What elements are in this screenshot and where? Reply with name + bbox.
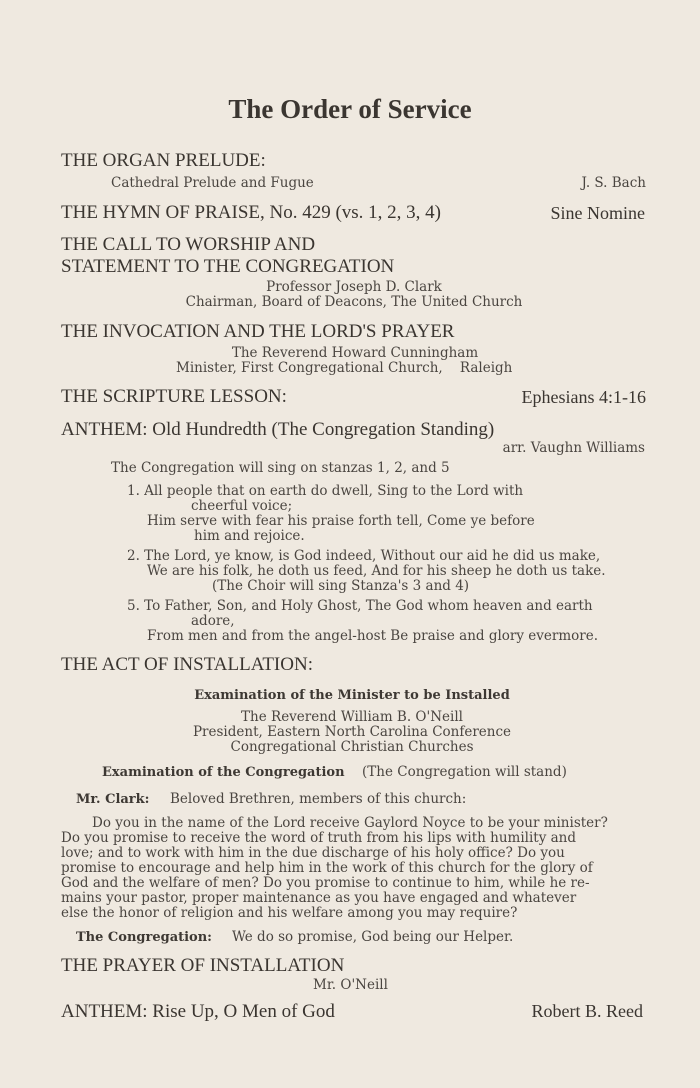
stanza2-line3: (The Choir will sing Stanza's 3 and 4) — [212, 578, 470, 594]
para-line-4: promise to encourage and help him in the work of this church for the glory of — [61, 860, 593, 876]
organ-prelude-piece: Cathedral Prelude and Fugue — [111, 175, 314, 191]
call-to-worship-person: Professor Joseph D. Clark — [266, 279, 442, 295]
installation-heading: THE ACT OF INSTALLATION: — [61, 654, 313, 675]
stanza1-line1: 1. All people that on earth do dwell, Sing to the Lord with — [127, 483, 524, 499]
anthem1-arranger: arr. Vaughn Williams — [502, 440, 645, 456]
stanza2-line2: We are his folk, he doth us feed, And for his sheep he doth us take. — [147, 563, 606, 579]
call-to-worship-heading-1: THE CALL TO WORSHIP AND — [61, 234, 316, 255]
installation-person: The Reverend William B. O'Neill — [241, 709, 463, 725]
congregation-response-text: We do so promise, God being our Helper. — [232, 929, 514, 945]
stanza5-line2: adore, — [191, 613, 235, 629]
prayer-heading: THE PRAYER OF INSTALLATION — [61, 955, 345, 976]
stanza1-line3: Him serve with fear his praise forth tell, Come ye before — [147, 513, 535, 529]
anthem2-heading: ANTHEM: Rise Up, O Men of God — [61, 1001, 335, 1022]
page-title: The Order of Service — [228, 94, 472, 124]
hymn-heading: THE HYMN OF PRAISE, No. 429 (vs. 1, 2, 3, 4) — [61, 202, 442, 223]
scripture-heading: THE SCRIPTURE LESSON: — [61, 386, 287, 407]
anthem2-composer: Robert B. Reed — [531, 1001, 643, 1021]
exam-congregation-note: (The Congregation will stand) — [362, 764, 567, 780]
installation-role-2: Congregational Christian Churches — [230, 739, 474, 755]
stanza5-line3: From men and from the angel-host Be praise and glory evermore. — [147, 628, 599, 644]
para-line-7: else the honor of religion and his welfare among you may require? — [61, 905, 518, 921]
organ-prelude-heading: THE ORGAN PRELUDE: — [61, 150, 266, 171]
stanza2-line1: 2. The Lord, ye know, is God indeed, Without our aid he did us make, — [127, 548, 601, 564]
scripture-reference: Ephesians 4:1-16 — [521, 387, 646, 407]
stanza1-line4: him and rejoice. — [194, 528, 305, 544]
stanza5-line1: 5. To Father, Son, and Holy Ghost, The God whom heaven and earth — [127, 598, 593, 614]
exam-minister-heading: Examination of the Minister to be Installed — [194, 688, 510, 703]
anthem1-heading: ANTHEM: Old Hundredth (The Congregation Standing) — [61, 419, 495, 440]
anthem1-note: The Congregation will sing on stanzas 1, 2, and 5 — [111, 460, 450, 476]
invocation-person: The Reverend Howard Cunningham — [231, 345, 479, 361]
stanza1-line2: cheerful voice; — [191, 498, 293, 514]
hymn-tune: Sine Nomine — [550, 203, 645, 223]
para-line-2: Do you promise to receive the word of truth from his lips with humility and — [61, 830, 577, 846]
prayer-person: Mr. O'Neill — [313, 977, 388, 993]
invocation-role: Minister, First Congregational Church, Raleigh — [176, 360, 513, 376]
invocation-heading: THE INVOCATION AND THE LORD'S PRAYER — [61, 321, 455, 342]
clark-text: Beloved Brethren, members of this church: — [170, 791, 467, 807]
para-line-5: God and the welfare of men? Do you promise to continue to him, while he re- — [61, 875, 590, 891]
para-line-1: Do you in the name of the Lord receive Gaylord Noyce to be your minister? — [92, 815, 608, 831]
para-line-3: love; and to work with him in the due discharge of his holy office? Do you — [61, 845, 565, 861]
clark-label: Mr. Clark: — [76, 792, 150, 807]
installation-role-1: President, Eastern North Carolina Conference — [192, 724, 512, 740]
para-line-6: mains your pastor, proper maintenance as you have engaged and whatever — [61, 890, 577, 906]
exam-congregation-heading: Examination of the Congregation — [102, 765, 345, 780]
call-to-worship-role: Chairman, Board of Deacons, The United Church — [185, 294, 523, 310]
call-to-worship-heading-2: STATEMENT TO THE CONGREGATION — [61, 256, 395, 277]
congregation-response-label: The Congregation: — [76, 930, 212, 945]
organ-prelude-composer: J. S. Bach — [581, 175, 646, 191]
